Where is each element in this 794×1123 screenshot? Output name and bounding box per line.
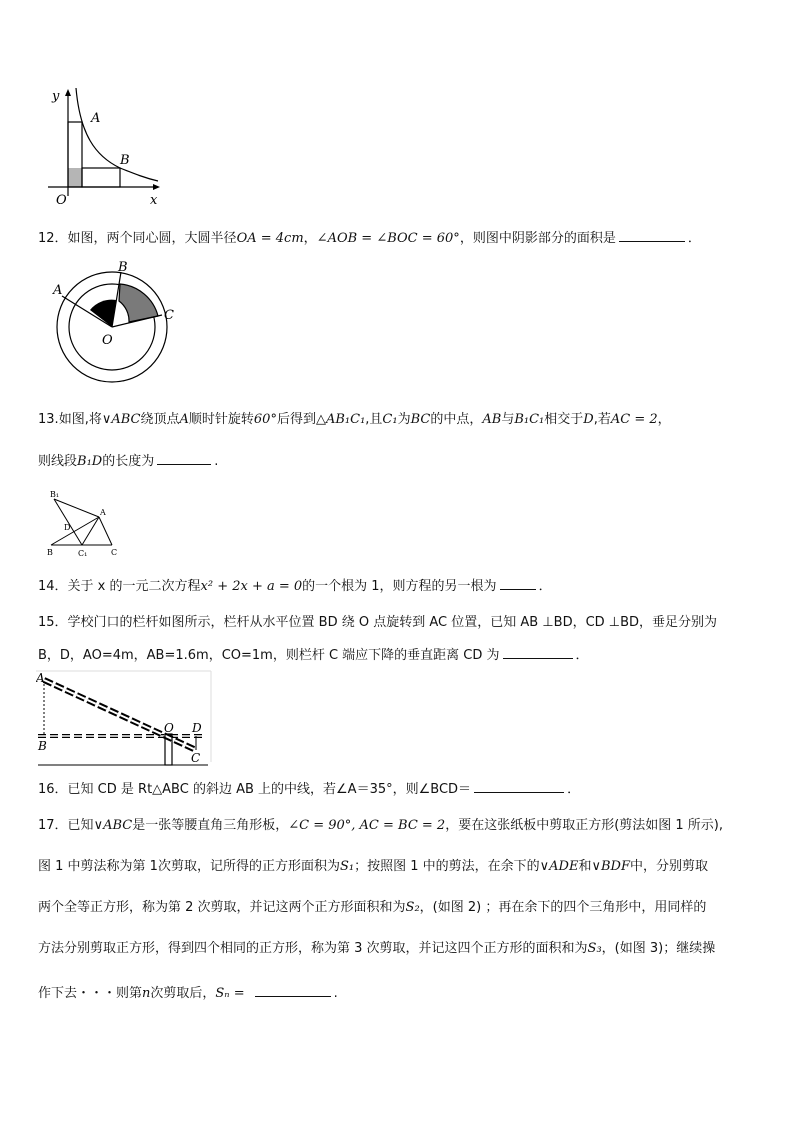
q17-line4 (38, 940, 715, 958)
q13-math-h: B₁C₁ (514, 412, 545, 427)
q13-rotation-figure (44, 488, 130, 560)
q17-l2-a: 图 1 中剪法称为第 1次剪取，记所得的正方形面积为 (38, 859, 340, 874)
q17-l2-c: 和 (578, 859, 592, 874)
q17-l2-m1: S₁ (339, 859, 355, 874)
q17-l2-m2: ∨ADE (539, 859, 579, 874)
label-c: C (111, 548, 118, 557)
label-x: x (150, 193, 158, 208)
q12-end: ． (687, 231, 701, 246)
q11-graph-figure (40, 86, 170, 208)
label-a: A (53, 283, 63, 298)
seg-ab (51, 517, 99, 545)
q14-question (38, 577, 552, 596)
q14-text-a: 关于 x 的一元二次方程 (67, 579, 201, 594)
x-axis-arrow (153, 184, 160, 190)
q14-math-a: x² + 2x + a = 0 (200, 579, 303, 594)
q17-l5-a: 作下去・・・则第 (38, 986, 143, 1001)
q12-number: 12． (38, 231, 68, 246)
q13-text-j: ,若 (593, 412, 611, 427)
label-a: A (100, 508, 106, 517)
seg-ac (99, 517, 112, 545)
label-a: A (91, 111, 101, 126)
q13-answer-blank[interactable] (157, 452, 211, 465)
label-b: B (120, 153, 130, 168)
q15-question-line1 (38, 614, 717, 632)
q17-l2-d: 中，分别剪取 (629, 859, 708, 874)
q17-line3 (38, 899, 706, 917)
q12-circles-figure (48, 258, 188, 388)
graph-rect-b (82, 168, 120, 187)
q13-question-line1 (38, 411, 671, 429)
label-c1: C₁ (78, 549, 88, 558)
q13-math-j: AC = 2 (610, 412, 658, 427)
q17-line2 (38, 858, 708, 876)
q13-math-d: △AB₁C₁ (315, 412, 366, 427)
q15-end: ． (575, 648, 589, 663)
q13-math-c: 60° (253, 412, 277, 427)
q12-math-a: OA = 4cm (236, 231, 304, 246)
label-b: B (47, 548, 53, 557)
q13-math-e: C₁ (382, 412, 398, 427)
q17-l4-a: 方法分别剪取正方形，得到四个相同的正方形，称为第 3 次剪取，并记这四个正方形的面积和为 (38, 941, 588, 956)
q13-text-k: ， (657, 412, 671, 427)
q13-math-g: AB (482, 412, 502, 427)
graph-shaded-rect (68, 168, 82, 187)
q17-l1-b: 是一张等腰直角三角形板， (132, 818, 289, 833)
label-b: B (118, 260, 128, 275)
q16-end: ． (567, 782, 581, 797)
q12-text-b: ， (303, 231, 317, 246)
q15-question-line2 (38, 646, 589, 665)
label-y: y (52, 89, 60, 104)
q14-text-b: 的一个根为 1，则方程的另一根为 (302, 579, 497, 594)
q14-answer-blank[interactable] (500, 577, 536, 590)
q17-l5-b: 次剪取后， (150, 986, 216, 1001)
hyperbola-curve (76, 88, 158, 181)
q17-l5-m1: n (142, 986, 151, 1001)
q13-text-d: 后得到 (276, 412, 316, 427)
label-o: O (56, 193, 67, 208)
q17-l4-m1: S₃ (587, 941, 602, 956)
q17-end: . (333, 986, 338, 1001)
q17-line1 (38, 817, 723, 835)
q13-question-line2 (38, 452, 218, 471)
q16-question (38, 780, 580, 799)
seg-ac1 (82, 517, 99, 545)
q12-math-b: ∠AOB = ∠BOC = 60° (316, 231, 460, 246)
q15-barrier-figure (36, 670, 214, 768)
q13-end: . (214, 454, 219, 469)
q12-text-c: ，则图中阴影部分的面积是 (459, 231, 616, 246)
label-d: D (192, 721, 202, 735)
label-d: D (64, 523, 71, 532)
q17-l1-c: ，要在这张纸板中剪取正方形(剪法如图 1 所示), (445, 818, 724, 833)
q12-question (38, 229, 701, 248)
q13-text-g: 的中点， (430, 412, 483, 427)
q13-math-i: D (583, 412, 594, 427)
q17-l3-b: ，(如图 2) ；再在余下的四个三角形中，用同样的 (419, 900, 707, 915)
label-b: B (38, 739, 47, 753)
q17-l1-m1: ∨ABC (93, 818, 133, 833)
label-o: O (102, 333, 113, 348)
q13-text-i: 相交于 (544, 412, 584, 427)
q17-line5 (38, 984, 338, 1003)
q13-text-a: 如图,将 (58, 412, 102, 427)
q13-math-a: ∨ABC (101, 412, 141, 427)
label-b1: B₁ (50, 490, 60, 499)
q17-l1-m2: ∠C = 90°, AC = BC = 2 (288, 818, 446, 833)
label-c: C (164, 308, 174, 323)
q12-text-a: 如图，两个同心圆，大圆半径 (67, 231, 237, 246)
q13-text-b: 绕顶点 (140, 412, 180, 427)
seg-ab1 (54, 499, 99, 517)
q13-line2-math: B₁D (77, 454, 103, 469)
q15-line2: B，D，AO=4m，AB=1.6m，CO=1m，则栏杆 C 端应下降的垂直距离 CD 为 (38, 648, 500, 663)
label-a: A (36, 671, 45, 685)
q17-l3-a: 两个全等正方形，称为第 2 次剪取，并记这两个正方形面积和为 (38, 900, 406, 915)
q13-math-f: BC (410, 412, 431, 427)
q16-text: 已知 CD 是 Rt△ABC 的斜边 AB 上的中线，若∠A＝35°，则∠BCD＝ (67, 782, 472, 797)
q17-l1-a: 已知 (67, 818, 94, 833)
q13-text-f: 为 (397, 412, 411, 427)
q17-l3-m1: S₂ (405, 900, 420, 915)
q14-number: 14． (38, 579, 68, 594)
q17-number: 17． (38, 818, 68, 833)
q15-line1: 学校门口的栏杆如图所示，栏杆从水平位置 BD 绕 O 点旋转到 AC 位置，已知 AB ⊥BD，CD ⊥BD，垂足分别为 (67, 615, 718, 630)
q17-l5-m2: Sₙ = (215, 986, 245, 1001)
q17-l2-b: ；按照图 1 中的剪法，在余下的 (354, 859, 540, 874)
q13-number: 13. (38, 412, 59, 427)
y-axis-arrow (65, 89, 71, 96)
q12-answer-blank[interactable] (619, 229, 685, 242)
q13-text-h: 与 (501, 412, 515, 427)
q16-answer-blank[interactable] (474, 780, 564, 793)
q15-answer-blank[interactable] (503, 646, 573, 659)
q17-answer-blank[interactable] (255, 984, 331, 997)
q17-l4-b: ，(如图 3)；继续操 (601, 941, 716, 956)
q14-end: ． (538, 579, 552, 594)
q13-math-b: A (179, 412, 189, 427)
q13-text-e: ,且 (365, 412, 383, 427)
label-o: O (164, 721, 174, 735)
label-c: C (191, 751, 201, 765)
q13-line2-b: 的长度为 (102, 454, 155, 469)
q13-text-c: 顺时针旋转 (188, 412, 254, 427)
q17-l2-m3: ∨BDF (591, 859, 630, 874)
q15-number: 15． (38, 615, 68, 630)
q16-number: 16． (38, 782, 68, 797)
rotated-bar-inner (44, 680, 196, 750)
seg-b1c1 (54, 499, 82, 545)
q13-line2-a: 则线段 (38, 454, 78, 469)
